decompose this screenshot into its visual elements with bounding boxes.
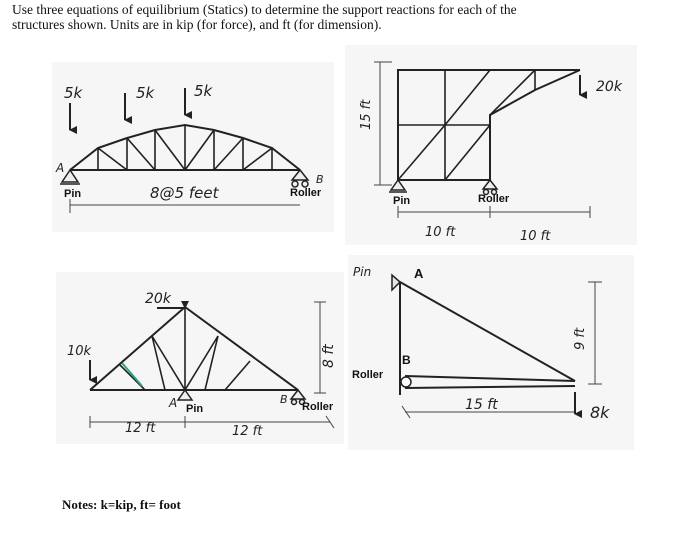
pin-support-2 — [389, 180, 407, 192]
figure-2-span-dimension — [398, 206, 590, 218]
figure-2-truss — [398, 70, 580, 180]
load-label-c: 5k — [194, 82, 213, 100]
dim-right-label-2: 10 ft — [520, 229, 551, 244]
pin-support-3 — [178, 390, 192, 400]
pin-label-1: Pin — [64, 188, 82, 200]
height-label-4: 9 ft — [573, 327, 588, 350]
figure-4-height-dimension — [588, 282, 602, 384]
load-label-a: 5k — [64, 84, 83, 102]
load-label-3-top: 20k — [145, 291, 171, 307]
span-label-1: 8@5 feet — [150, 184, 219, 202]
load-label-3-left: 10k — [67, 344, 92, 359]
node-label-b-3: B — [280, 393, 288, 406]
load-label-2: 20k — [596, 79, 622, 95]
problem-line-1: Use three equations of equilibrium (Statics) to determine the support reactions for each of the — [12, 2, 517, 17]
pin-label-3: Pin — [186, 403, 204, 415]
figure-2-height-dimension — [374, 62, 392, 185]
problem-line-2: structures shown. Units are in kip (for force), and ft (for dimension). — [12, 17, 382, 32]
node-label-a-3: A — [169, 396, 178, 410]
pin-support-4 — [392, 275, 400, 290]
node-label-b: B — [316, 173, 324, 186]
span-label-4: 15 ft — [465, 397, 498, 413]
load-label-b: 5k — [136, 84, 155, 102]
truss-2-webs — [398, 70, 535, 180]
roller-label-2: Roller — [478, 193, 510, 205]
height-label-3: 8 ft — [321, 344, 337, 368]
truss-3-chords — [90, 307, 298, 390]
pin-label-2: Pin — [393, 195, 411, 207]
bracket-bottom — [405, 376, 575, 388]
roller-label-1: Roller — [290, 187, 322, 199]
node-label-a-4: A — [414, 266, 424, 281]
figure-1-truss — [70, 125, 300, 170]
bracket-diagonal — [400, 282, 575, 381]
dim-left-label-3: 12 ft — [125, 421, 156, 436]
node-label-b-4: B — [402, 353, 411, 367]
highlight-member — [122, 363, 142, 386]
figure-1-loads — [70, 88, 185, 130]
roller-support-1 — [292, 170, 308, 187]
node-label-a: A — [56, 161, 65, 175]
notes: Notes: k=kip, ft= foot — [62, 497, 181, 512]
roller-label-3: Roller — [302, 401, 334, 413]
truss-3-webs — [120, 307, 250, 390]
pin-label-4: Pin — [353, 265, 372, 279]
figure-4-bracket — [400, 282, 575, 395]
dim-right-label-3: 12 ft — [232, 424, 263, 439]
height-label-2: 15 ft — [359, 99, 374, 130]
figure-3-truss — [90, 307, 298, 390]
dim-left-label-2: 10 ft — [425, 225, 456, 240]
truss-1-webs — [98, 125, 272, 170]
load-label-4: 8k — [590, 403, 610, 422]
roller-support-4 — [401, 377, 411, 387]
roller-label-4: Roller — [352, 369, 384, 381]
